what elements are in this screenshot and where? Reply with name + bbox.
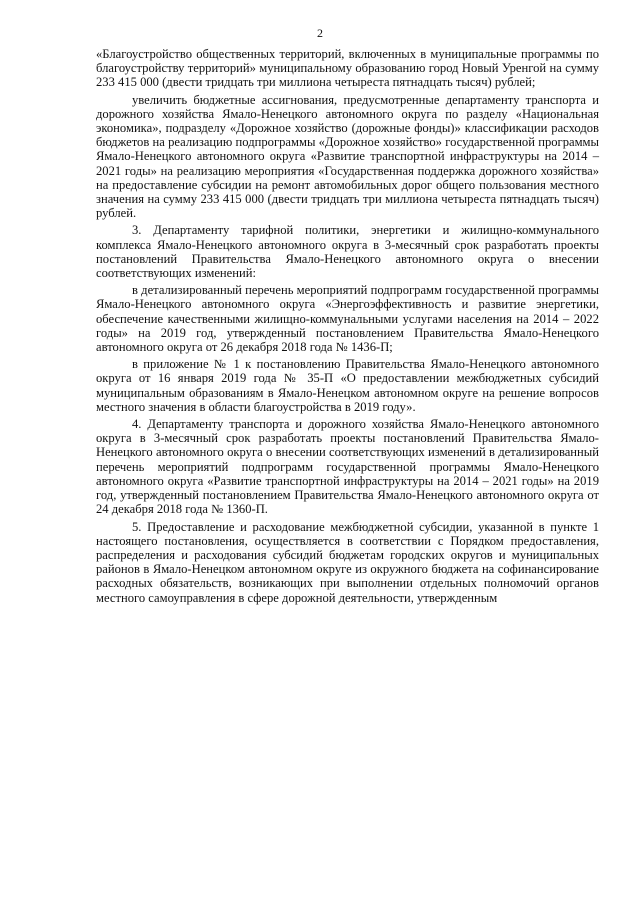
- paragraph-item-4: 4. Департаменту транспорта и дорожного хозяйства Ямало-Ненецкого автономного округа в 3-месячный срок разработать проекты постановлений Правительства Ямало-Ненецкого автономного округа о внесении соответствующих изменений в детализированный перечень мероприятий подпрограмм государственной программы Ямало-Ненецкого автономного округа «Развитие транспортной инфраструктуры на 2014 – 2021 годы» на 2019 год, утвержденный постановлением Правительства Ямало-Ненецкого автономного округа от 24 декабря 2018 года № 1360-П.: [96, 417, 599, 517]
- paragraph-continuation: «Благоустройство общественных территорий, включенных в муниципальные программы по благоустройству территорий» муниципальному образованию город Новый Уренгой на сумму 233 415 000 (двести тридцать три миллиона четыреста пятнадцать тысяч) рублей;: [96, 47, 599, 90]
- document-body: [96, 47, 599, 608]
- paragraph-item-3-list-2: в приложение № 1 к постановлению Правительства Ямало-Ненецкого автономного округа от 16 января 2019 года № 35-П «О предоставлении межбюджетных субсидий муниципальным образованиям в Ямало-Ненецком автономном округе на решение вопросов местного значения в области благоустройства в 2019 году».: [96, 357, 599, 414]
- paragraph-budget-allocation: увеличить бюджетные ассигнования, предусмотренные департаменту транспорта и дорожного хозяйства Ямало-Ненецкого автономного округа по разделу «Национальная экономика», подразделу «Дорожное хозяйство (дорожные фонды)» классификации расходов бюджетов на реализацию подпрограммы «Дорожное хозяйство» государственной программы Ямало-Ненецкого автономного округа «Развитие транспортной инфраструктуры на 2014 – 2021 годы» на реализацию мероприятия «Государственная поддержка дорожного хозяйства» на предоставление субсидии на ремонт автомобильных дорог общего пользования местного значения на сумму 233 415 000 (двести тридцать три миллиона четыреста пятнадцать тысяч) рублей.: [96, 92, 599, 221]
- paragraph-item-3-list-1: в детализированный перечень мероприятий подпрограмм государственной программы Ямало-Ненецкого автономного округа «Энергоэффективность и развитие энергетики, обеспечение качественными жилищно-коммунальными услугами населения на 2014 – 2022 годы» на 2019 год, утвержденный постановлением Правительства Ямало-Ненецкого автономного округа от 26 декабря 2018 года № 1436-П;: [96, 283, 599, 355]
- paragraph-item-3: 3. Департаменту тарифной политики, энергетики и жилищно-коммунального комплекса Ямало-Ненецкого автономного округа в 3-месячный срок разработать проекты постановлений Правительства Ямало-Ненецкого автономного округа о внесении соответствующих изменений:: [96, 223, 599, 281]
- paragraph-item-5: 5. Предоставление и расходование межбюджетной субсидии, указанной в пункте 1 настоящего постановления, осуществляется в соответствии с Порядком предоставления, распределения и расходования субсидий бюджетам городских округов и муниципальных районов в Ямало-Ненецком автономном округе из окружного бюджета на софинансирование расходных обязательств, возникающих при выполнении отдельных полномочий органов местного самоуправления в сфере дорожной деятельности, утвержденным: [96, 519, 599, 605]
- page-number: 2: [317, 26, 323, 40]
